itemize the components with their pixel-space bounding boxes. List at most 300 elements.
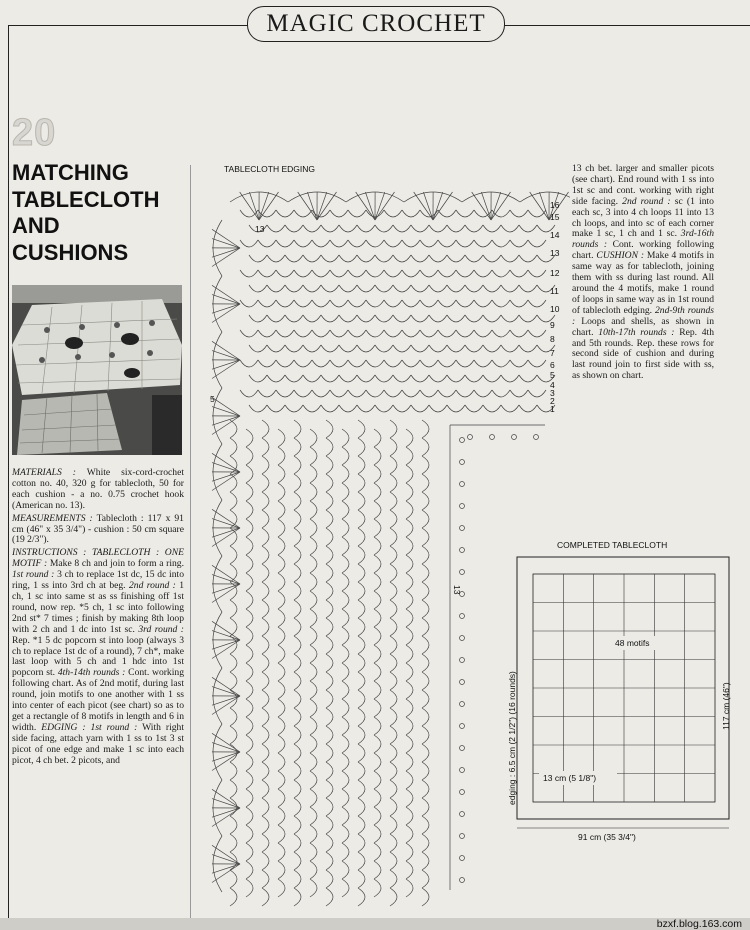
chart-loop <box>321 375 339 382</box>
chart-loop <box>447 225 465 232</box>
chart-loop <box>358 618 365 636</box>
chart-loop <box>390 888 397 906</box>
chart-loop <box>501 285 519 292</box>
chart-loop <box>390 780 397 798</box>
chart-loop <box>420 270 438 277</box>
chart-loop <box>358 546 365 564</box>
chart-loop <box>230 672 237 690</box>
chart-loop <box>246 717 253 735</box>
chart-loop <box>342 717 349 735</box>
chart-round-labels <box>210 200 560 595</box>
chart-loop <box>474 360 492 367</box>
chart-loop <box>303 285 321 292</box>
round-number: 13 <box>550 248 560 258</box>
round-text: Make 4 motifs in same way as for tablecloth, joining them with ss during last round. All around the 4 motifs, make 1 round of loops in same way as in 1st round of tablecloth edging. <box>572 250 714 316</box>
chart-loop <box>422 780 429 798</box>
chart-loop <box>342 753 349 771</box>
chart-loop <box>342 699 349 717</box>
chart-loop <box>326 636 333 654</box>
chart-loop <box>303 315 321 322</box>
round-number: 6 <box>550 360 555 370</box>
chart-loop <box>294 870 301 888</box>
chart-loop <box>278 735 285 753</box>
chart-loop <box>406 879 413 897</box>
chart-loop <box>406 483 413 501</box>
chart-loop <box>230 582 237 600</box>
chart-loop <box>406 681 413 699</box>
chart-loop <box>294 360 312 367</box>
chart-stitch <box>356 192 375 220</box>
chart-loop <box>374 843 381 861</box>
chart-loop <box>342 501 349 519</box>
round-label: 1st round : <box>12 569 55 581</box>
round-number: 9 <box>550 320 555 330</box>
chart-stitch <box>212 285 240 304</box>
chart-loop <box>465 255 483 262</box>
chart-loop <box>342 735 349 753</box>
chart-picot <box>460 504 465 509</box>
chart-loop <box>411 255 429 262</box>
chart-loop <box>321 405 339 412</box>
chart-loop <box>474 270 492 277</box>
chart-loop <box>294 780 301 798</box>
chart-loop <box>402 210 420 217</box>
chart-loop <box>358 510 365 528</box>
chart-loop <box>249 375 267 382</box>
chart-stitch <box>212 239 240 248</box>
chart-loop <box>358 852 365 870</box>
chart-loop <box>348 240 366 247</box>
chart-loop <box>246 627 253 645</box>
chart-loop <box>519 285 537 292</box>
chart-loop <box>519 345 537 352</box>
chart-loop <box>510 360 528 367</box>
chart-loop <box>348 360 366 367</box>
chart-loop <box>262 816 269 834</box>
chart-loop <box>326 780 333 798</box>
chart-loop <box>278 645 285 663</box>
chart-loop <box>390 492 397 510</box>
chart-loop <box>358 798 365 816</box>
chart-loop <box>438 330 456 337</box>
chart-loop <box>456 360 474 367</box>
chart-loop <box>422 672 429 690</box>
chart-loop <box>294 582 301 600</box>
chart-loop <box>358 438 365 456</box>
chart-loop <box>406 645 413 663</box>
chart-loop <box>310 573 317 591</box>
chart-loop <box>374 465 381 483</box>
chart-loop <box>402 390 420 397</box>
chart-loop <box>342 483 349 501</box>
chart-loop <box>342 591 349 609</box>
chart-stitch <box>212 631 240 640</box>
chart-loop <box>456 390 474 397</box>
chart-loop <box>358 582 365 600</box>
chart-loop <box>465 345 483 352</box>
chart-loop <box>262 726 269 744</box>
completed-tablecloth-plan <box>505 545 750 870</box>
chart-loop <box>262 744 269 762</box>
chart-loop <box>342 519 349 537</box>
chart-loop <box>246 501 253 519</box>
chart-stitch <box>212 677 240 696</box>
round-label: 3rd-16th rounds : <box>572 228 714 251</box>
chart-loop <box>510 300 528 307</box>
width-label: 91 cm (35 3/4") <box>578 832 636 842</box>
chart-loop <box>278 573 285 591</box>
chart-loop <box>374 753 381 771</box>
chart-loop <box>258 300 276 307</box>
chart-loop <box>310 537 317 555</box>
chart-loop <box>492 300 510 307</box>
chart-loop <box>456 240 474 247</box>
chart-stitch <box>212 472 240 491</box>
chart-loop <box>321 285 339 292</box>
chart-loop <box>326 492 333 510</box>
chart-loop <box>326 456 333 474</box>
chart-stitch <box>298 192 317 220</box>
chart-loop <box>358 672 365 690</box>
side-label: 5 <box>210 394 215 404</box>
chart-loop <box>330 240 348 247</box>
chart-loop <box>249 255 267 262</box>
chart-loop <box>402 270 420 277</box>
chart-loop <box>310 645 317 663</box>
chart-loop <box>390 744 397 762</box>
chart-loop <box>402 360 420 367</box>
chart-stitch <box>212 565 240 584</box>
chart-loop <box>390 708 397 726</box>
chart-loop <box>447 375 465 382</box>
chart-loop <box>240 240 258 247</box>
chart-loop <box>358 834 365 852</box>
chart-loop <box>406 555 413 573</box>
chart-picot <box>460 482 465 487</box>
chart-loop <box>358 600 365 618</box>
chart-loop <box>294 852 301 870</box>
chart-loop <box>246 447 253 465</box>
chart-loop <box>278 465 285 483</box>
chart-loop <box>406 753 413 771</box>
left-margin-rule <box>8 25 9 920</box>
chart-loop <box>348 210 366 217</box>
round-label: 10th-17th rounds : <box>598 326 675 338</box>
chart-loop <box>230 708 237 726</box>
chart-loop <box>276 270 294 277</box>
chart-loop <box>422 510 429 528</box>
chart-loop <box>406 537 413 555</box>
chart-loop <box>384 390 402 397</box>
chart-loop <box>326 564 333 582</box>
round-text: Rep. 4th and 5th rounds. Rep. these rows for second side of cushion and during last round join to first side with ss, as shown on chart. <box>572 326 714 382</box>
chart-loop <box>249 345 267 352</box>
chart-loop <box>510 390 528 397</box>
chart-stitch <box>212 640 240 649</box>
chart-loop <box>357 405 375 412</box>
chart-stitch <box>433 192 443 220</box>
chart-loop <box>285 375 303 382</box>
chart-loop <box>374 681 381 699</box>
chart-loop <box>230 438 237 456</box>
chart-loop <box>492 240 510 247</box>
chart-loop <box>262 780 269 798</box>
chart-loop <box>230 456 237 474</box>
chart-loop <box>294 528 301 546</box>
chart-loop <box>357 225 375 232</box>
chart-loop <box>262 798 269 816</box>
chart-loop <box>262 510 269 528</box>
chart-stitch <box>212 341 240 360</box>
chart-loop <box>390 564 397 582</box>
chart-loop <box>246 861 253 879</box>
chart-picot <box>460 636 465 641</box>
chart-loop <box>330 390 348 397</box>
plan-grid <box>533 574 715 802</box>
chart-loop <box>456 330 474 337</box>
chart-loop <box>262 582 269 600</box>
chart-picot <box>468 435 473 440</box>
chart-stitch <box>212 845 240 864</box>
chart-loop <box>278 663 285 681</box>
chart-loop <box>339 375 357 382</box>
chart-stitch <box>212 509 240 528</box>
chart-loop <box>358 528 365 546</box>
chart-loop <box>246 483 253 501</box>
chart-loop <box>348 270 366 277</box>
chart-loop <box>230 726 237 744</box>
chart-loop <box>246 681 253 699</box>
chart-loop <box>294 420 301 438</box>
edging-label: edging : 6.5 cm (2 1/2") (16 rounds) <box>507 671 517 805</box>
chart-loop <box>393 375 411 382</box>
chart-loop <box>310 771 317 789</box>
chart-loop <box>342 627 349 645</box>
chart-loop <box>303 255 321 262</box>
chart-loop <box>339 315 357 322</box>
chart-picot <box>460 702 465 707</box>
chart-loop <box>374 735 381 753</box>
chart-loop <box>501 345 519 352</box>
chart-picot <box>490 435 495 440</box>
chart-stitch <box>414 192 433 220</box>
chart-loop <box>310 663 317 681</box>
chart-loop <box>262 654 269 672</box>
round-number: 2 <box>550 396 555 406</box>
round-number: 12 <box>550 268 560 278</box>
chart-loop <box>294 744 301 762</box>
chart-loop <box>390 420 397 438</box>
chart-loop <box>310 429 317 447</box>
round-label: 2nd round : <box>622 195 671 207</box>
chart-loop <box>246 663 253 681</box>
chart-loop <box>262 708 269 726</box>
motif-size-label: 13 cm (5 1/8") <box>543 773 597 783</box>
chart-loop <box>422 492 429 510</box>
chart-loop <box>402 300 420 307</box>
chart-loop <box>278 591 285 609</box>
chart-loop <box>262 636 269 654</box>
chart-loop <box>422 798 429 816</box>
chart-loop <box>294 654 301 672</box>
chart-loop <box>294 816 301 834</box>
round-number: 14 <box>550 230 560 240</box>
chart-loop <box>326 888 333 906</box>
chart-loop <box>330 270 348 277</box>
chart-loop <box>267 375 285 382</box>
chart-loop <box>374 501 381 519</box>
chart-loop <box>262 438 269 456</box>
height-label: 117 cm (46") <box>721 682 731 730</box>
chart-loop <box>310 735 317 753</box>
materials-label: MATERIALS : <box>12 467 76 478</box>
chart-loop <box>240 360 258 367</box>
chart-stitch <box>212 453 240 472</box>
chart-loop <box>374 591 381 609</box>
chart-loop <box>310 519 317 537</box>
chart-loop <box>294 762 301 780</box>
chart-loop <box>390 618 397 636</box>
chart-stitch <box>491 192 501 220</box>
chart-stitch <box>375 192 385 220</box>
chart-loop <box>422 870 429 888</box>
chart-stitch <box>212 696 240 715</box>
chart-loop <box>342 663 349 681</box>
chart-loop <box>374 663 381 681</box>
chart-loop <box>406 789 413 807</box>
chart-loop <box>406 591 413 609</box>
round-label: 3rd round : <box>138 623 184 635</box>
chart-loop <box>429 375 447 382</box>
chart-picot <box>460 438 465 443</box>
chart-loop <box>510 210 528 217</box>
magazine-title: MAGIC CROCHET <box>266 10 486 37</box>
chart-loop <box>326 510 333 528</box>
chart-loop <box>278 699 285 717</box>
round-text: Cont. working following chart. <box>572 239 714 262</box>
chart-loop <box>246 879 253 897</box>
chart-loop <box>374 537 381 555</box>
chart-loop <box>406 825 413 843</box>
chart-loop <box>390 834 397 852</box>
chart-loop <box>528 390 546 397</box>
chart-loop <box>230 870 237 888</box>
chart-loop <box>348 300 366 307</box>
chart-loop <box>358 654 365 672</box>
chart-loop <box>447 255 465 262</box>
chart-loop <box>267 315 285 322</box>
chart-loop <box>358 870 365 888</box>
chart-loop <box>342 573 349 591</box>
chart-loop <box>422 636 429 654</box>
chart-loop <box>501 315 519 322</box>
chart-loop <box>326 816 333 834</box>
chart-stitch <box>212 687 240 696</box>
chart-loop <box>276 360 294 367</box>
chart-loop <box>406 735 413 753</box>
instructions-right-column <box>572 164 714 382</box>
chart-loop <box>393 345 411 352</box>
chart-loop <box>510 270 528 277</box>
chart-picot <box>460 856 465 861</box>
chart-loop <box>390 762 397 780</box>
chart-loop <box>312 240 330 247</box>
chart-picot <box>460 658 465 663</box>
chart-loop <box>374 717 381 735</box>
chart-loop <box>384 210 402 217</box>
chart-loop <box>456 300 474 307</box>
chart-loop <box>438 300 456 307</box>
chart-picot <box>460 746 465 751</box>
round-number: 15 <box>550 212 560 222</box>
chart-loop <box>278 429 285 447</box>
chart-loop <box>267 285 285 292</box>
chart-loop <box>406 519 413 537</box>
chart-loop <box>519 225 537 232</box>
title-line: AND <box>12 213 60 238</box>
chart-loop <box>422 888 429 906</box>
chart-loop <box>519 375 537 382</box>
chart-loop <box>375 375 393 382</box>
chart-loop <box>390 528 397 546</box>
chart-loop <box>326 600 333 618</box>
chart-loop <box>390 726 397 744</box>
chart-loop <box>483 255 501 262</box>
chart-loop <box>262 420 269 438</box>
chart-loop <box>429 255 447 262</box>
chart-loop <box>447 285 465 292</box>
chart-loop <box>357 255 375 262</box>
chart-stitch <box>212 351 240 360</box>
motifs-label: 48 motifs <box>615 638 650 648</box>
chart-loop <box>422 762 429 780</box>
chart-loop <box>358 474 365 492</box>
chart-loop <box>384 300 402 307</box>
chart-loop <box>342 465 349 483</box>
chart-loop <box>303 405 321 412</box>
chart-loop <box>422 420 429 438</box>
chart-loop <box>294 546 301 564</box>
chart-loop <box>310 555 317 573</box>
chart-loop <box>278 627 285 645</box>
chart-loop <box>230 492 237 510</box>
chart-loop <box>411 375 429 382</box>
chart-loop <box>438 210 456 217</box>
chart-loop <box>483 285 501 292</box>
chart-loop <box>375 225 393 232</box>
chart-loop <box>240 270 258 277</box>
chart-loop <box>258 330 276 337</box>
chart-loop <box>528 240 546 247</box>
chart-picot <box>460 548 465 553</box>
chart-loop <box>429 225 447 232</box>
chart-loop <box>262 600 269 618</box>
chart-loop <box>528 330 546 337</box>
chart-loop <box>246 519 253 537</box>
chart-loop <box>326 474 333 492</box>
chart-loop <box>357 375 375 382</box>
chart-loop <box>375 405 393 412</box>
chart-loop <box>262 690 269 708</box>
watermark-text: bzxf.blog.163.com <box>656 918 742 930</box>
chart-stitch <box>259 192 279 220</box>
chart-loop <box>474 390 492 397</box>
chart-loop <box>422 438 429 456</box>
chart-loop <box>390 852 397 870</box>
chart-loop <box>406 573 413 591</box>
chart-loop <box>342 861 349 879</box>
chart-loop <box>258 360 276 367</box>
